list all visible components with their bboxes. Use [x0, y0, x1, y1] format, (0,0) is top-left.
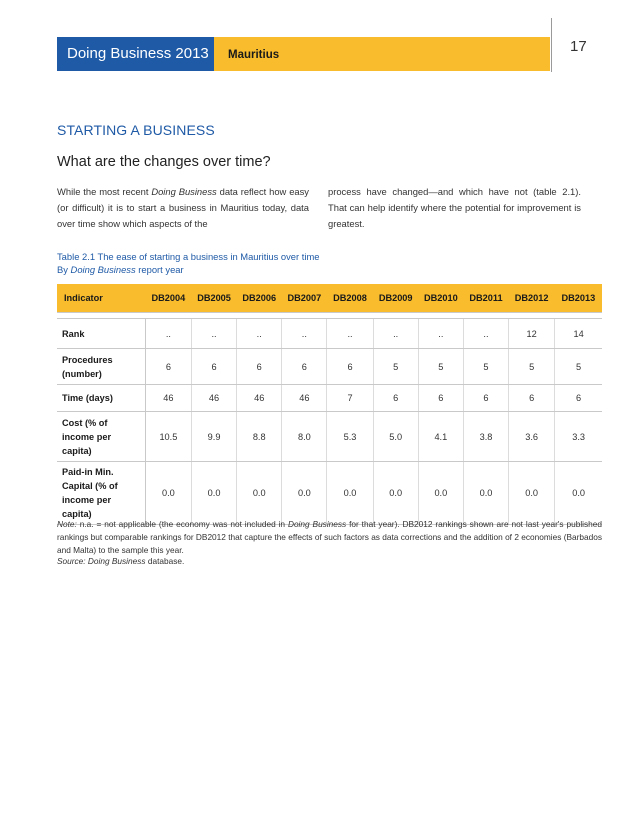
table-cell: ..: [237, 319, 282, 349]
body-left-emphasis: Doing Business: [151, 186, 217, 197]
table-cell: 5: [555, 349, 602, 385]
table-cell: 46: [282, 385, 327, 412]
row-label: Rank: [57, 319, 145, 349]
row-label: Paid-in Min. Capital (% of income per capita): [57, 462, 145, 525]
table-source: [57, 556, 184, 566]
table-cell: 0.0: [555, 462, 602, 525]
table-cell: 9.9: [191, 412, 236, 462]
header-year: DB2007: [282, 284, 327, 313]
table-cell: 0.0: [463, 462, 508, 525]
table-cell: 6: [191, 349, 236, 385]
table-cell: 0.0: [327, 462, 373, 525]
table-cell: 0.0: [145, 462, 191, 525]
section-title: STARTING A BUSINESS: [57, 122, 215, 138]
table-cell: ..: [463, 319, 508, 349]
subcaption-text-1: By: [57, 264, 71, 275]
table-cell: 12: [509, 319, 555, 349]
header-year: DB2008: [327, 284, 373, 313]
body-left-text-2: data reflect how easy (or difficult) it is to start a business in Mauritius today, data over time show which aspects of the: [57, 186, 309, 229]
table-cell: ..: [373, 319, 418, 349]
table-cell: 6: [237, 349, 282, 385]
table-cell: 0.0: [373, 462, 418, 525]
table-cell: 46: [191, 385, 236, 412]
table-cell: 0.0: [418, 462, 463, 525]
table-cell: 3.8: [463, 412, 508, 462]
table-cell: 3.6: [509, 412, 555, 462]
table-cell: 3.3: [555, 412, 602, 462]
page-number: 17: [570, 38, 587, 55]
table-row: [57, 412, 602, 462]
table-note: [57, 518, 602, 557]
table-cell: 46: [237, 385, 282, 412]
row-label: Procedures (number): [57, 349, 145, 385]
table-cell: 5: [373, 349, 418, 385]
table-cell: ..: [327, 319, 373, 349]
table-cell: 5.3: [327, 412, 373, 462]
table-cell: 6: [145, 349, 191, 385]
table-cell: 6: [373, 385, 418, 412]
body-text-left: [57, 184, 309, 232]
table-cell: 5.0: [373, 412, 418, 462]
note-text-2: for that year). DB2012 rankings shown are not last year's published rankings but comparable rankings for DB2012 that capture the effects of such factors as data corrections and the addition of 2 economies (Barbados and Malta) to the sample this year.: [57, 519, 602, 555]
header-indicator: Indicator: [57, 284, 145, 313]
header-year: DB2011: [463, 284, 508, 313]
header-year: DB2009: [373, 284, 418, 313]
table-cell: ..: [191, 319, 236, 349]
table-cell: 10.5: [145, 412, 191, 462]
economy-name: Mauritius: [228, 49, 280, 61]
table-cell: 14: [555, 319, 602, 349]
row-label: Cost (% of income per capita): [57, 412, 145, 462]
report-title: Doing Business 2013: [67, 45, 209, 62]
row-label: Time (days): [57, 385, 145, 412]
table-cell: 46: [145, 385, 191, 412]
table-row: [57, 319, 602, 349]
table-cell: ..: [145, 319, 191, 349]
note-emphasis: Doing Business: [287, 519, 347, 529]
header-divider: [551, 18, 552, 72]
table-cell: 8.0: [282, 412, 327, 462]
table-row: [57, 385, 602, 412]
table-cell: 7: [327, 385, 373, 412]
table-caption: Table 2.1 The ease of starting a business in Mauritius over time: [57, 251, 320, 262]
table-cell: 0.0: [282, 462, 327, 525]
header-year: DB2013: [555, 284, 602, 313]
note-label: Note:: [57, 519, 77, 529]
header-year: DB2006: [237, 284, 282, 313]
header-year: DB2012: [509, 284, 555, 313]
table-cell: 0.0: [509, 462, 555, 525]
body-left-text-1: While the most recent: [57, 186, 152, 197]
report-title-banner: [57, 37, 214, 71]
source-text: database.: [145, 556, 185, 566]
section-question: What are the changes over time?: [57, 154, 271, 170]
table-cell: 4.1: [418, 412, 463, 462]
table-cell: 6: [327, 349, 373, 385]
table-cell: 8.8: [237, 412, 282, 462]
table-cell: 0.0: [237, 462, 282, 525]
table-cell: 5: [509, 349, 555, 385]
table-cell: 6: [555, 385, 602, 412]
economy-banner: [214, 37, 550, 71]
table-cell: 6: [418, 385, 463, 412]
table-cell: 6: [282, 349, 327, 385]
header-year: DB2004: [145, 284, 191, 313]
table-cell: 6: [509, 385, 555, 412]
table-cell: 5: [463, 349, 508, 385]
table-row: [57, 349, 602, 385]
table-subcaption: [57, 264, 184, 275]
header-year: DB2005: [191, 284, 236, 313]
table-header-row: [57, 284, 602, 313]
note-text-1: n.a. = not applicable (the economy was not included in: [76, 519, 288, 529]
table-cell: 6: [463, 385, 508, 412]
table-cell: 0.0: [191, 462, 236, 525]
body-text-right: process have changed—and which have not (table 2.1). That can help identify where the potential for improvement is greatest.: [328, 186, 581, 229]
subcaption-text-2: report year: [135, 264, 184, 275]
source-label: Source: Doing Business: [57, 556, 146, 566]
data-table: [57, 284, 602, 525]
header-year: DB2010: [418, 284, 463, 313]
table-row: [57, 462, 602, 525]
table-cell: 5: [418, 349, 463, 385]
table-cell: ..: [418, 319, 463, 349]
subcaption-emphasis: Doing Business: [70, 264, 136, 275]
table-cell: ..: [282, 319, 327, 349]
